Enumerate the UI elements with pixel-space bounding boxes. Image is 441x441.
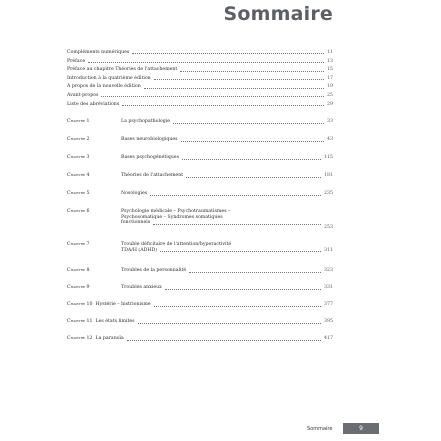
chapter-title: Bases psychogénétiques [121,155,179,161]
chapter-entry[interactable] [67,242,333,268]
chapter-page: 115 [324,155,333,161]
chapter-page: 323 [324,268,333,274]
chapter-prefix: Chapitre 5 [67,191,90,197]
chapter-title: Troubles de la personnalité [121,268,187,274]
toc-entry[interactable] [67,99,333,108]
toc-entry-page: 25 [327,92,333,98]
toc-entry-label: Avant-propos [67,92,99,98]
chapter-page: 395 [324,319,333,325]
dot-leader [165,289,321,290]
chapter-entry[interactable] [67,119,333,137]
dot-leader [182,159,321,160]
chapter-prefix: Chapitre 11 [67,319,93,325]
chapter-prefix: Chapitre 8 [67,268,90,274]
chapter-prefix: Chapitre 6 [67,209,90,215]
chapter-prefix: Chapitre 4 [67,173,90,179]
chapter-page: 43 [327,137,333,143]
toc-entry-page: 29 [327,101,333,107]
toc-entry-label: Préface [67,58,86,64]
chapter-title: Nosologies [121,191,148,197]
toc-entry-page: 19 [327,84,333,90]
chapter-prefix: Chapitre 9 [67,285,90,291]
dot-leader [154,306,321,307]
toc-entry-label: Préface au chapitre Théories de l'attachement [67,67,178,73]
dot-leader [181,141,324,142]
chapter-title: TDA/H (ADHD) [121,247,158,253]
chapter-title: Psychologie médicale – Psychotraumatismes – [121,209,231,215]
chapter-title: Psychosomatique – Syndromes somatiques [121,214,223,220]
toc-entry-label: Introduction à la quatrième édition [67,75,151,81]
dot-leader [189,272,321,273]
toc-entry-page: 15 [327,67,333,73]
chapter-entry[interactable] [67,336,333,353]
chapter-page: 377 [324,302,333,308]
dot-leader [153,224,321,225]
chapter-entry[interactable] [67,191,333,209]
toc-entry[interactable] [67,56,333,65]
chapter-page: 181 [324,173,333,179]
dot-leader [180,71,324,72]
chapter-page: 311 [324,247,333,253]
chapter-page: 253 [324,225,333,231]
dot-leader [122,105,324,106]
chapter-entry[interactable] [67,268,333,285]
toc-entry-label: Compléments numériques [67,50,130,55]
dot-leader [160,251,321,252]
toc-entry[interactable] [67,73,333,82]
chapter-title: Hystérie – histrionisme [95,302,151,308]
chapter-page: 235 [324,191,333,197]
chapter-prefix: Chapitre 12 [67,336,93,342]
chapter-title: La paranoïa [95,336,124,342]
chapter-title: Théories de l'attachement [121,173,184,179]
page-title: Sommaire [223,3,333,25]
chapter-prefix: Chapitre 2 [67,137,90,143]
toc-entry-page: 17 [327,75,333,81]
toc-entry[interactable] [67,81,333,90]
chapter-title: Troubles anxieux [121,285,162,291]
chapter-page: 33 [327,119,333,125]
dot-leader [138,323,322,324]
dot-leader [154,79,324,80]
table-of-contents [67,47,333,353]
dot-leader [88,62,324,63]
chapter-prefix: Chapitre 1 [67,119,90,125]
chapter-entry[interactable] [67,319,333,336]
toc-entry[interactable] [67,64,333,73]
dot-leader [127,340,321,341]
dot-leader [101,96,324,97]
chapter-entry[interactable] [67,302,333,319]
chapter-page: 417 [324,336,333,342]
chapter-prefix: Chapitre 7 [67,242,90,248]
dot-leader [186,177,321,178]
toc-entry-page: 11 [327,50,333,55]
dot-leader [150,195,321,196]
chapter-prefix: Chapitre 3 [67,155,90,161]
toc-entry[interactable] [67,90,333,99]
toc-entry[interactable] [67,47,333,56]
toc-entry-page: 13 [327,58,333,64]
chapter-title: fonctionnels [121,220,151,226]
chapter-list [67,119,333,353]
chapter-entry[interactable] [67,209,333,242]
chapter-entry[interactable] [67,155,333,173]
page-number-badge: 9 [343,423,379,434]
chapter-entry[interactable] [67,137,333,155]
dot-leader [132,53,324,54]
chapter-title: Trouble déficitaire de l'attention/hyperactivité [121,242,232,248]
chapter-title: La psychopathologie [121,119,171,125]
chapter-title: Les états limites [95,319,135,325]
chapter-title: Bases neurobiologiques [121,137,178,143]
dot-leader [144,88,324,89]
chapter-entry[interactable] [67,173,333,191]
toc-entry-label: À propos de la nouvelle édition [67,84,141,90]
toc-entry-label: Liste des abréviations [67,101,120,107]
dot-leader [173,123,324,124]
chapter-entry[interactable] [67,285,333,302]
chapter-prefix: Chapitre 10 [67,302,93,308]
footer-section-label: Sommaire [307,426,333,432]
chapter-page: 331 [324,285,333,291]
front-matter-list [67,47,333,107]
